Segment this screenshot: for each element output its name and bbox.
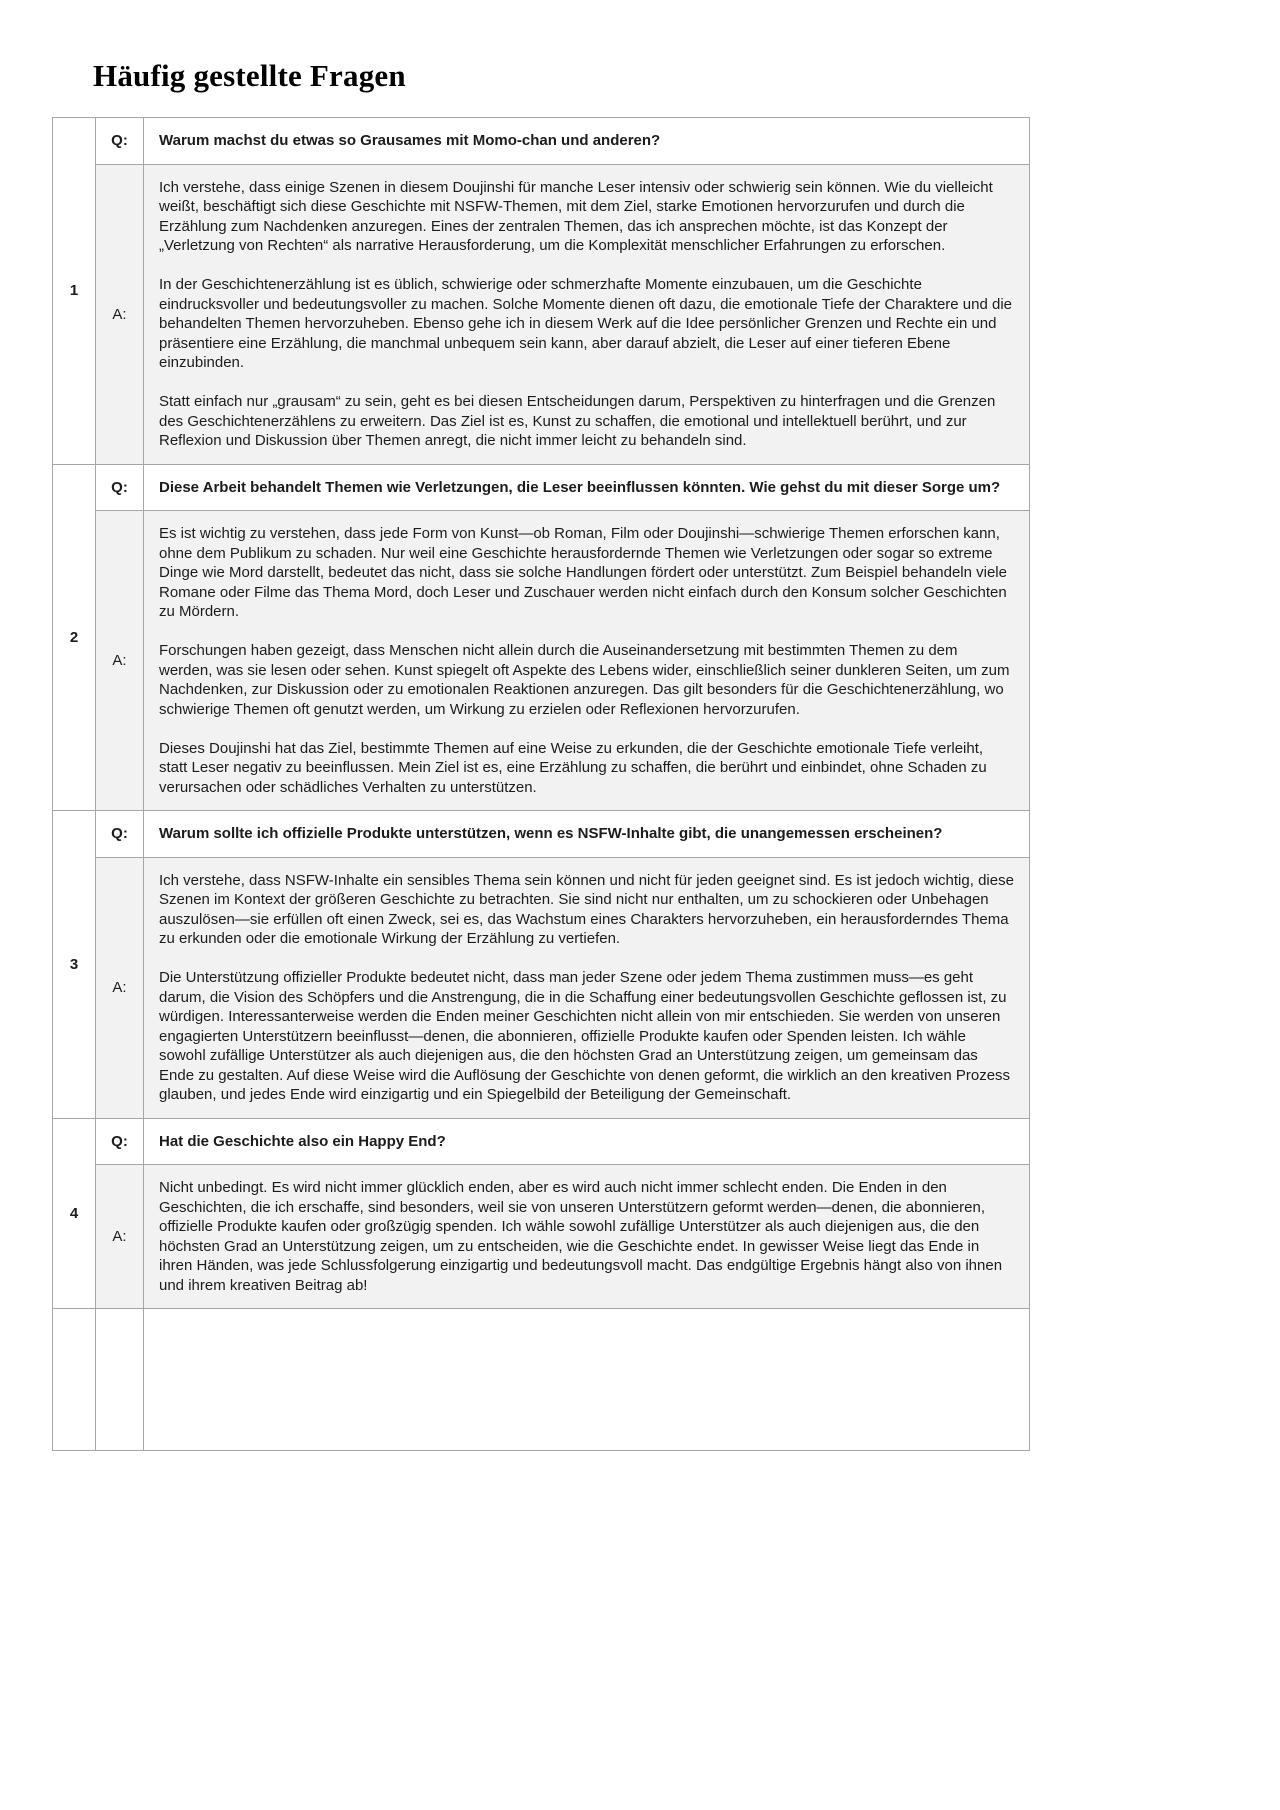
answer-label: A: [96, 511, 144, 811]
faq-row-answer-4 [53, 1165, 1030, 1309]
answer-paragraph: Ich verstehe, dass NSFW-Inhalte ein sensibles Thema sein können und nicht für jeden geeignet sind. Es ist jedoch wichtig, diese Szenen im Kontext der größeren Geschichte zu betrachten. Sie sind nicht nur enthalten, um zu schockieren oder Unbehagen auszulösen—sie erfüllen oft einen Zweck, sei es, das Wachstum eines Charakters hervorzuheben, ein herausforderndes Thema zu erkunden oder die emotionale Wirkung der Erzählung zu vertiefen. [159, 871, 1014, 947]
question-text: Diese Arbeit behandelt Themen wie Verletzungen, die Leser beeinflussen könnten. Wie gehst du mit dieser Sorge um? [144, 464, 1030, 511]
question-text: Hat die Geschichte also ein Happy End? [144, 1118, 1030, 1165]
answer-label: A: [96, 164, 144, 464]
faq-row-question-2 [53, 464, 1030, 511]
answer-paragraph: In der Geschichtenerzählung ist es üblich, schwierige oder schmerzhafte Momente einzubauen, um die Geschichte eindrucksvoller und bedeutungsvoller zu machen. Solche Momente dienen oft dazu, die emotionale Tiefe der Charaktere und die behandelten Themen hervorzuheben. Ebenso gehe ich in diesem Werk auf die Idee persönlicher Grenzen und Rechte ein und präsentiere eine Erzählung, die manchmal unbequem sein kann, aber darauf abzielt, die Leser auf einer tieferen Ebene einzubinden. [159, 276, 1013, 371]
answer-label: A: [96, 1165, 144, 1309]
row-number: 4 [53, 1118, 96, 1309]
faq-row-answer-1 [53, 164, 1030, 464]
page-title: Häufig gestellte Fragen [93, 58, 406, 93]
question-text: Warum machst du etwas so Grausames mit Momo-chan und anderen? [144, 118, 1030, 165]
answer-paragraph: Die Unterstützung offizieller Produkte bedeutet nicht, dass man jeder Szene oder jedem Thema zustimmen muss—es geht darum, die Vision des Schöpfers und die Anstrengung, die in die Schaffung einer bedeutungsvollen Geschichte geflossen ist, zu würdigen. Interessanterweise werden die Enden meiner Geschichten nicht allein von mir entschieden. Sie werden von unseren engagierten Unterstützern beeinflusst—denen, die abonnieren, offizielle Produkte kaufen oder Spenden leisten. Ich wähle sowohl zufällige Unterstützer als auch diejenigen aus, die den höchsten Grad an Unterstützung zeigen, um gemeinsam das Ende zu gestalten. Auf diese Weise wird die Auflösung der Geschichte von denen geformt, die wirklich an den kreativen Prozess glauben, und jedes Ende wird einzigartig und ein Spiegelbild der Beteiligung der Gemeinschaft. [159, 969, 1011, 1103]
row-number: 1 [53, 118, 96, 465]
faq-row-question-1 [53, 118, 1030, 165]
answer-text [144, 511, 1030, 811]
question-label: Q: [96, 118, 144, 165]
answer-text [144, 1165, 1030, 1309]
row-number: 2 [53, 464, 96, 811]
answer-text [144, 164, 1030, 464]
faq-table [52, 117, 1030, 1451]
answer-text [144, 857, 1030, 1118]
empty-content-cell [144, 1309, 1030, 1451]
answer-paragraph: Nicht unbedingt. Es wird nicht immer glücklich enden, aber es wird auch nicht immer schlecht enden. Die Enden in den Geschichten, die ich erschaffe, sind besonders, weil sie von unseren Unterstützern geformt werden—denen, die abonnieren, offizielle Produkte kaufen oder großzügig spenden. Ich wähle sowohl zufällige Unterstützer als auch diejenigen aus, die den höchsten Grad an Unterstützung zeigen, um zu entscheiden, wie die Geschichte endet. In gewisser Weise liegt das Ende in ihren Händen, was jede Schlussfolgerung einzigartig und bedeutungsvoll macht. Das endgültige Ergebnis hängt also von ihnen und ihrem kreativen Beitrag ab! [159, 1179, 1003, 1294]
answer-label: A: [96, 857, 144, 1118]
question-label: Q: [96, 1118, 144, 1165]
answer-paragraph: Statt einfach nur „grausam“ zu sein, geht es bei diesen Entscheidungen darum, Perspektiven zu hinterfragen und die Grenzen des Geschichtenerzählens zu erweitern. Das Ziel ist es, Kunst zu schaffen, die emotional und intellektuell berührt, und zur Reflexion und Diskussion über Themen anregt, die nicht immer leicht zu behandeln sind. [159, 393, 996, 449]
answer-paragraph: Es ist wichtig zu verstehen, dass jede Form von Kunst—ob Roman, Film oder Doujinshi—schwierige Themen erforschen kann, ohne dem Publikum zu schaden. Nur weil eine Geschichte herausfordernde Themen wie Verletzungen oder sogar so extreme Dinge wie Mord darstellt, bedeutet das nicht, dass sie solche Handlungen fördert oder unterstützt. Zum Beispiel behandeln viele Romane oder Filme das Thema Mord, doch Leser und Zuschauer werden nicht einfach durch den Konsum solcher Geschichten zu Mördern. [159, 525, 1007, 620]
question-text: Warum sollte ich offizielle Produkte unterstützen, wenn es NSFW-Inhalte gibt, die unangemessen erscheinen? [144, 811, 1030, 858]
answer-paragraph: Dieses Doujinshi hat das Ziel, bestimmte Themen auf eine Weise zu erkunden, die der Geschichte emotionale Tiefe verleiht, statt Leser negativ zu beeinflussen. Mein Ziel ist es, eine Erzählung zu schaffen, die berührt und einbindet, ohne Schaden zu verursachen oder schädliches Verhalten zu unterstützen. [159, 739, 987, 796]
faq-row-question-4 [53, 1118, 1030, 1165]
question-label: Q: [96, 811, 144, 858]
empty-number-cell [53, 1309, 96, 1451]
empty-table-row [53, 1309, 1030, 1451]
row-number: 3 [53, 811, 96, 1119]
faq-row-answer-3 [53, 857, 1030, 1118]
answer-paragraph: Ich verstehe, dass einige Szenen in diesem Doujinshi für manche Leser intensiv oder schwierig sein können. Wie du vielleicht weißt, beschäftigt sich diese Geschichte mit NSFW-Themen, mit dem Ziel, starke Emotionen hervorzurufen und durch die Erzählung zum Nachdenken anzuregen. Eines der zentralen Themen, das ich ansprechen möchte, ist das Konzept der „Verletzung von Rechten“ als narrative Herausforderung, um die Komplexität menschlicher Erfahrungen zu erforschen. [159, 178, 993, 254]
empty-label-cell [96, 1309, 144, 1451]
faq-row-question-3 [53, 811, 1030, 858]
question-label: Q: [96, 464, 144, 511]
faq-row-answer-2 [53, 511, 1030, 811]
answer-paragraph: Forschungen haben gezeigt, dass Menschen nicht allein durch die Auseinandersetzung mit bestimmten Themen zu dem werden, was sie lesen oder sehen. Kunst spiegelt oft Aspekte des Lebens wider, einschließlich seiner dunkleren Seiten, um zum Nachdenken, zur Diskussion oder zu emotionalen Reaktionen anzuregen. Das gilt besonders für die Geschichtenerzählung, wo schwierige Themen oft genutzt werden, um Wirkung zu erzielen oder Reflexionen hervorzurufen. [159, 642, 1010, 718]
